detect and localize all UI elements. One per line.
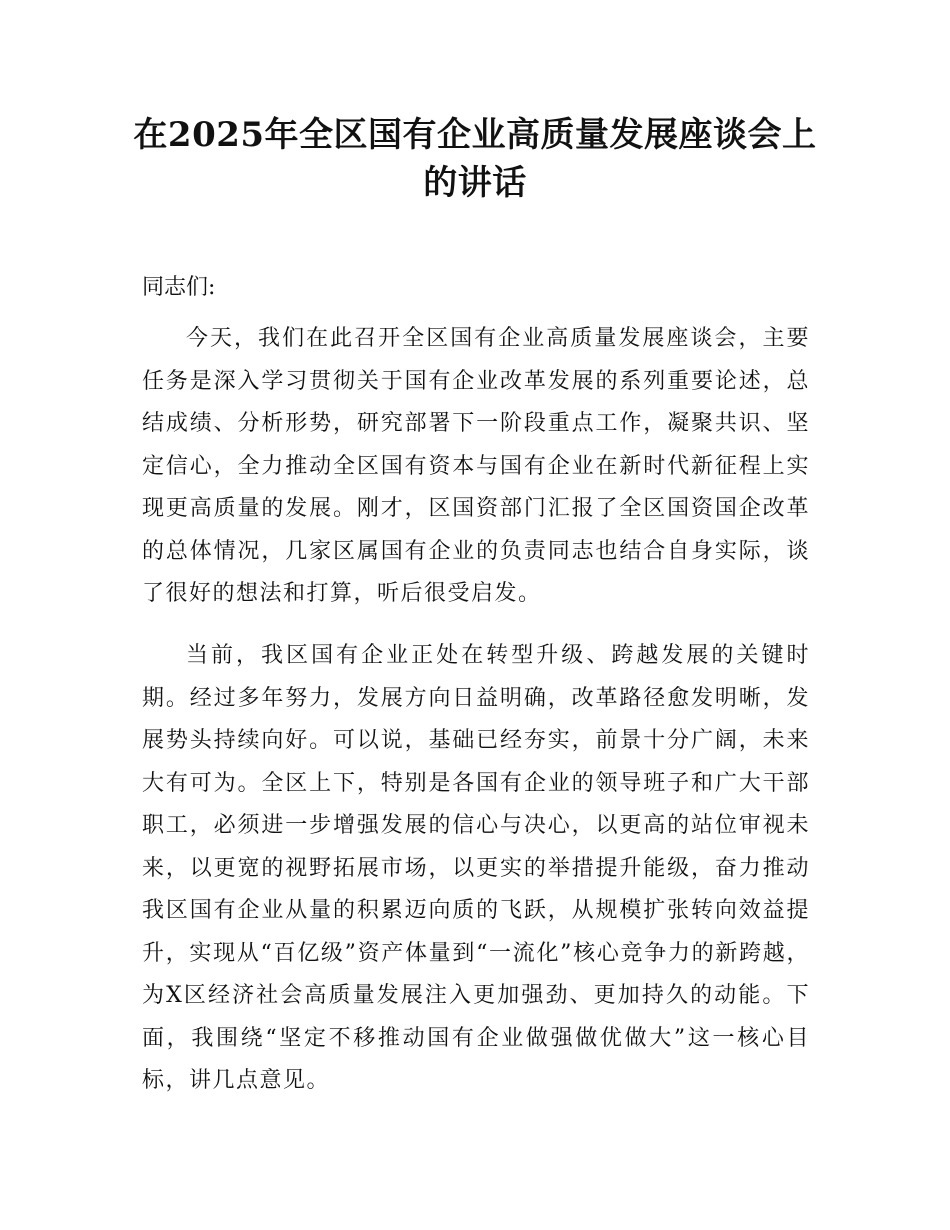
- paragraph-2: 当前，我区国有企业正处在转型升级、跨越发展的关键时期。经过多年努力，发展方向日益明确，改革路径愈发明晰，发展势头持续向好。可以说，基础已经夯实，前景十分广阔，未来大有可为。全区上下，特别是各国有企业的领导班子和广大干部职工，必须进一步增强发展的信心与决心，以更高的站位审视未来，以更宽的视野拓展市场，以更实的举措提升能级，奋力推动我区国有企业从量的积累迈向质的飞跃，从规模扩张转向效益提升，实现从“百亿级”资产体量到“一流化”核心竞争力的新跨越，为X区经济社会高质量发展注入更加强劲、更加持久的动能。下面，我围绕“坚定不移推动国有企业做强做优做大”这一核心目标，讲几点意见。: [142, 643, 810, 1093]
- paragraph-1: 今天，我们在此召开全区国有企业高质量发展座谈会，主要任务是深入学习贯彻关于国有企业改革发展的系列重要论述，总结成绩、分析形势，研究部署下一阶段重点工作，凝聚共识、坚定信心，全力推动全区国有资本与国有企业在新时代新征程上实现更高质量的发展。刚才，区国资部门汇报了全区国资国企改革的总体情况，几家区属国有企业的负责同志也结合自身实际，谈了很好的想法和打算，听后很受启发。: [142, 326, 810, 606]
- title-line-1: 在2025年全区国有企业高质量发展座谈会上: [133, 115, 817, 155]
- title-line-2: 的讲话: [423, 163, 527, 203]
- salutation: 同志们:: [142, 275, 216, 300]
- document-title: [120, 111, 830, 207]
